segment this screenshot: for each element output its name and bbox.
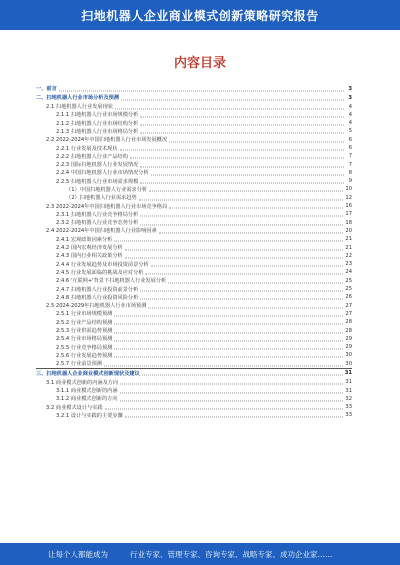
toc-entry[interactable] — [36, 219, 352, 227]
toc-entry[interactable] — [36, 268, 352, 276]
toc-entry-page: 28 — [345, 327, 352, 334]
toc-entry-label: 2.1.1 扫地机器人行业市场规模分析 — [56, 112, 139, 119]
toc-entry[interactable] — [36, 302, 352, 310]
toc-entry-label: 3.1.1 商业模式创新的内涵 — [56, 388, 118, 394]
toc-entry[interactable] — [36, 227, 352, 235]
toc-entry-page: 22 — [345, 252, 352, 259]
toc-entry[interactable] — [36, 119, 352, 127]
toc-entry[interactable] — [36, 136, 352, 144]
toc-entry-label: 2.2.3 国际扫地机器人行业发展情况 — [56, 162, 139, 169]
toc-leader-dots — [120, 399, 344, 401]
toc-leader-dots — [114, 314, 343, 316]
toc-leader-dots — [140, 223, 343, 225]
toc-entry[interactable] — [36, 177, 352, 185]
toc-entry-label: 2.1 扫地机器人行业发展现状 — [46, 104, 113, 111]
toc-entry-page: 7 — [348, 161, 352, 168]
toc-entry-label: 2.2.2 扫地机器人行业产品结构 — [56, 153, 128, 160]
toc-entry-page: 8 — [348, 169, 352, 176]
toc-entry[interactable] — [36, 93, 352, 102]
toc-entry-page: 32 — [345, 395, 352, 402]
toc-entry-page: 26 — [345, 294, 352, 301]
toc-entry-label: 2.5.2 行业产品结构预测 — [56, 319, 113, 326]
toc-entry-label: 2.5.1 行业市场规模预测 — [56, 311, 113, 318]
toc-entry-label: 2.1.2 扫地机器人行业市场结构分析 — [56, 120, 139, 127]
toc-entry[interactable] — [36, 210, 352, 218]
toc-entry-label: 一、前言 — [36, 86, 57, 93]
toc-leader-dots — [59, 89, 344, 91]
toc-entry-page: 23 — [345, 261, 352, 268]
toc-entry-page: 30 — [345, 360, 352, 367]
toc-entry-label: 2.5.5 行业竞争格局预测 — [56, 344, 113, 351]
toc-entry-label: 2.4.4 行业发展趋势及市场投资前景分析 — [56, 261, 149, 268]
toc-entry-page: 29 — [345, 335, 352, 342]
footer-bar — [0, 543, 400, 565]
toc-entry-page: 16 — [345, 203, 352, 210]
toc-entry-label: 2.3.1 扫地机器人行业竞争格局分析 — [56, 211, 139, 218]
toc-entry-label: 2.5.7 行业前景预测 — [56, 361, 102, 368]
toc-entry[interactable] — [36, 252, 352, 260]
toc-entry-page: 4 — [348, 111, 352, 118]
toc-entry-label: 2.2 2022-2024年中国扫地机器人行业市场发展概况 — [46, 137, 168, 144]
toc-entry[interactable] — [36, 335, 352, 343]
toc-entry[interactable] — [36, 318, 352, 326]
toc-leader-dots — [125, 256, 344, 258]
report-header-bar — [0, 0, 400, 30]
toc-leader-dots — [140, 290, 343, 292]
toc-entry[interactable] — [36, 144, 352, 152]
toc-entry-label: 三、扫地机器人企业商业模式创新现状及建议 — [36, 370, 140, 377]
toc-entry-label: （1）中国扫地机器人行业需求分析 — [66, 186, 148, 193]
toc-leader-dots — [140, 215, 343, 217]
toc-entry[interactable] — [36, 326, 352, 334]
report-title: 扫地机器人企业商业模式创新策略研究报告 — [81, 8, 319, 23]
toc-entry-label: 2.1.3 扫地机器人行业市场格局分析 — [56, 128, 139, 135]
toc-entry[interactable] — [36, 378, 352, 386]
toc-entry-page: 31 — [344, 370, 352, 377]
toc-leader-dots — [151, 265, 344, 267]
toc-entry-page: 3 — [348, 94, 352, 101]
toc-entry-label: 2.4 2022-2024年中国扫地机器人行业影响因素 — [46, 228, 157, 235]
toc-leader-dots — [140, 182, 344, 184]
toc-leader-dots — [114, 240, 343, 242]
toc-leader-dots — [145, 273, 343, 275]
toc-entry-page: 6 — [348, 136, 352, 143]
toc-entry-page: 24 — [345, 269, 352, 276]
table-of-contents — [36, 84, 352, 420]
footer-slogan-left: 让每个人都能成为 — [48, 549, 108, 559]
toc-entry[interactable] — [36, 202, 352, 210]
toc-leader-dots — [140, 124, 344, 126]
toc-entry[interactable] — [36, 235, 352, 243]
toc-entry[interactable] — [36, 360, 352, 368]
toc-leader-dots — [142, 374, 343, 376]
toc-leader-dots — [140, 132, 344, 134]
toc-entry[interactable] — [36, 386, 352, 394]
toc-entry[interactable] — [36, 403, 352, 411]
toc-entry-label: 2.4.8 扫地机器人行业投资风险分析 — [56, 294, 139, 301]
toc-entry[interactable] — [36, 194, 352, 202]
toc-entry-label: 2.5.6 行业发展趋势预测 — [56, 352, 113, 359]
toc-entry-page: 28 — [345, 319, 352, 326]
toc-entry-label: 2.5 2024-2029年扫地机器人行业市场预测 — [46, 303, 147, 310]
toc-entry-page: 10 — [345, 186, 352, 193]
toc-entry-page: 21 — [345, 236, 352, 243]
toc-entry-page: 5 — [348, 128, 352, 135]
footer-slogan-right: 行业专家、管理专家、咨询专家、战略专家、成功企业家…… — [130, 549, 333, 559]
toc-entry-label: 2.4.5 行业发展面临的挑战及应对分析 — [56, 269, 144, 276]
toc-entry[interactable] — [36, 277, 352, 285]
toc-entry-page: 7 — [348, 153, 352, 160]
toc-leader-dots — [159, 231, 344, 233]
toc-leader-dots — [169, 207, 343, 209]
toc-entry[interactable] — [36, 127, 352, 135]
toc-entry[interactable] — [36, 111, 352, 119]
toc-entry-page: 29 — [345, 344, 352, 351]
toc-leader-dots — [148, 306, 343, 308]
toc-entry-label: 3.2.1 设计与实践的主要步骤 — [56, 412, 123, 419]
toc-leader-dots — [105, 408, 344, 410]
toc-entry-label: 2.2.5 扫地机器人行业市场需求规模 — [56, 178, 139, 185]
toc-entry-label: 3.2 商业模式设计与实践 — [46, 404, 103, 411]
toc-entry[interactable] — [36, 84, 352, 93]
toc-entry-page: 25 — [345, 286, 352, 293]
toc-entry-page: 4 — [348, 120, 352, 127]
toc-entry-page: 3 — [348, 85, 352, 92]
toc-leader-dots — [125, 416, 344, 418]
toc-entry[interactable] — [36, 411, 352, 419]
toc-leader-dots — [114, 331, 343, 333]
toc-entry[interactable] — [36, 285, 352, 293]
toc-entry-page: 20 — [345, 227, 352, 234]
toc-heading: 内容目录 — [173, 56, 226, 71]
toc-entry-page: 12 — [345, 194, 352, 201]
toc-entry-page: 21 — [345, 244, 352, 251]
toc-entry-label: 2.5.4 行业市场格局预测 — [56, 336, 113, 343]
toc-entry-label: 2.5.3 行业供需趋势预测 — [56, 328, 113, 335]
toc-leader-dots — [151, 173, 344, 175]
toc-entry[interactable] — [36, 160, 352, 168]
toc-entry[interactable] — [36, 368, 352, 378]
toc-entry-page: 30 — [345, 352, 352, 359]
toc-leader-dots — [125, 248, 344, 250]
toc-leader-dots — [114, 348, 343, 350]
toc-entry-page: 25 — [345, 277, 352, 284]
toc-entry-page: 18 — [345, 219, 352, 226]
toc-entry-page: 31 — [345, 387, 352, 394]
toc-leader-dots — [139, 198, 344, 200]
toc-entry-label: 2.2.1 行业发展及技术现状 — [56, 145, 118, 152]
toc-entry-page: 33 — [345, 404, 352, 411]
toc-entry-label: 二、扫地机器人行业市场分析及预测 — [36, 95, 120, 102]
toc-entry-label: 2.4.7 扫地机器人行业投资前景分析 — [56, 286, 139, 293]
toc-entry-page: 31 — [345, 379, 352, 386]
toc-entry[interactable] — [36, 343, 352, 351]
toc-leader-dots — [114, 356, 343, 358]
toc-entry[interactable] — [36, 169, 352, 177]
toc-entry[interactable] — [36, 243, 352, 251]
toc-entry[interactable] — [36, 185, 352, 193]
toc-leader-dots — [140, 298, 343, 300]
toc-entry[interactable] — [36, 152, 352, 160]
toc-entry-label: 2.4.1 宏观政策因素分析 — [56, 236, 113, 243]
toc-entry[interactable] — [36, 351, 352, 359]
toc-entry-page: 33 — [345, 412, 352, 419]
toc-leader-dots — [120, 383, 343, 385]
toc-entry-page: 17 — [345, 211, 352, 218]
toc-leader-dots — [140, 165, 344, 167]
toc-entry-label: 2.2.4 中国扫地机器人行业市场情况分析 — [56, 170, 149, 177]
toc-leader-dots — [120, 391, 344, 393]
toc-entry-label: 2.4.6 '互联网+'背景下扫地机器人行业发展分析 — [56, 278, 167, 285]
toc-entry[interactable] — [36, 260, 352, 268]
toc-entry-page: 6 — [348, 145, 352, 151]
toc-leader-dots — [115, 107, 344, 109]
toc-leader-dots — [168, 281, 343, 283]
toc-entry-page: 27 — [345, 302, 352, 309]
toc-entry-label: 2.3.2 扫地机器人行业竞争态势分析 — [56, 220, 139, 227]
toc-leader-dots — [140, 115, 344, 117]
toc-entry-page: 27 — [345, 310, 352, 317]
toc-leader-dots — [149, 190, 343, 192]
toc-entry-label: 2.4.3 国内行业相关政策分析 — [56, 253, 123, 260]
toc-entry-label: 3.1.2 商业模式创新的方向 — [56, 396, 118, 403]
toc-entry-page: 4 — [348, 103, 352, 110]
toc-leader-dots — [104, 364, 343, 366]
toc-leader-dots — [114, 323, 343, 325]
toc-entry-label: 2.4.2 国内宏观经济发展分析 — [56, 245, 123, 252]
toc-leader-dots — [130, 157, 344, 159]
toc-entry[interactable] — [36, 395, 352, 403]
toc-leader-dots — [169, 140, 344, 142]
toc-leader-dots — [114, 339, 343, 341]
toc-entry-label: （2）扫地机器人行业需求趋势 — [66, 195, 137, 202]
toc-leader-dots — [120, 149, 344, 151]
toc-entry-label: 3.1 商业模式创新的内涵及方向 — [46, 379, 119, 386]
toc-entry-page: 9 — [348, 178, 352, 185]
toc-entry-label: 2.3 2022-2024年中国扫地机器人行业市场竞争格局 — [46, 203, 168, 210]
toc-entry[interactable] — [36, 102, 352, 110]
toc-entry[interactable] — [36, 310, 352, 318]
toc-leader-dots — [121, 98, 344, 100]
toc-entry[interactable] — [36, 293, 352, 301]
